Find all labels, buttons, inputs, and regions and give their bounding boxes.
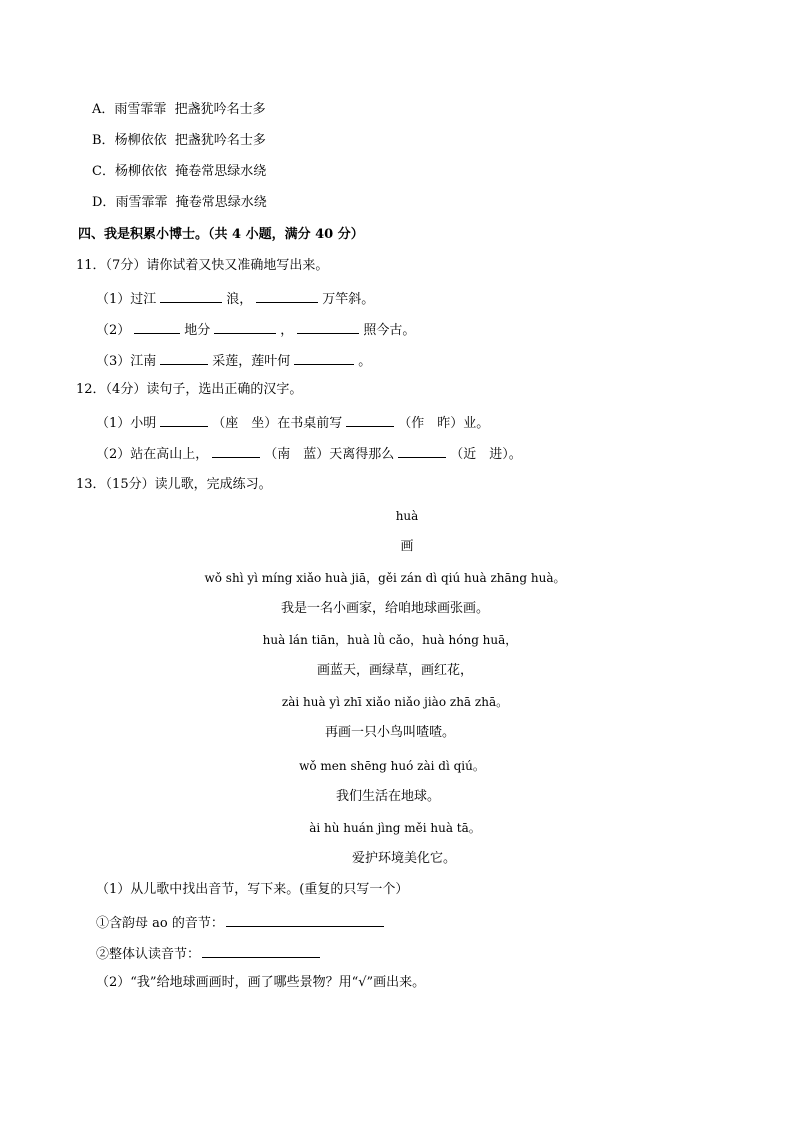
poem-pinyin-line: huà lán tiān，huà lǜ cǎo，huà hóng huā，	[262, 633, 518, 647]
poem-pinyin-line: ài hù huán jìng měi huà tā。	[309, 821, 481, 835]
poem-line: 再画一只小鸟叫喳喳。	[324, 725, 455, 740]
q12-text: （座 坐）在书桌前写	[212, 416, 343, 431]
q13-text: ②整体认读音节：	[96, 947, 201, 962]
q11-text: （1）过江	[96, 292, 157, 307]
q12-line-1	[96, 412, 489, 433]
option-text: 杨柳依依 把盏犹吟名士多	[114, 133, 266, 148]
q12-text: （2）站在高山上，	[96, 447, 209, 462]
q11-text: 地分	[184, 323, 211, 338]
q11-text: 采莲，莲叶何	[212, 354, 291, 369]
q13-text: ①含韵母 ao 的音节：	[96, 916, 224, 931]
q11-text: 万竿斜。	[322, 292, 375, 307]
poem-pinyin-line: zài huà yì zhī xiǎo niǎo jiào zhā zhā。	[281, 695, 509, 709]
question-13-stem: 13．（15分）读儿歌，完成练习。	[76, 477, 272, 492]
q13-sub-1a	[96, 912, 388, 933]
answer-blank[interactable]	[346, 412, 394, 427]
answer-blank[interactable]	[212, 443, 260, 458]
q13-sub-1b	[96, 943, 324, 964]
poem-line: 我们生活在地球。	[335, 789, 440, 804]
answer-blank[interactable]	[160, 288, 222, 303]
poem-title: 画	[400, 539, 414, 554]
poem-line: 画蓝天，画绿草，画红花，	[316, 663, 473, 678]
answer-blank[interactable]	[134, 319, 180, 334]
question-11-stem: 11．（7分）请你试着又快又准确地写出来。	[76, 258, 329, 273]
poem-pinyin-line: wǒ men shēng huó zài dì qiú。	[299, 759, 485, 773]
option-a	[92, 101, 266, 119]
answer-blank[interactable]	[160, 350, 208, 365]
answer-blank[interactable]	[202, 943, 320, 958]
poem-title-pinyin: huà	[395, 509, 419, 523]
q11-text: 浪，	[226, 292, 253, 307]
q12-text: （南 蓝）天离得那么	[264, 447, 395, 462]
q13-sub-1: （1）从儿歌中找出音节，写下来。(重复的只写一个）	[96, 882, 409, 897]
option-d	[92, 194, 267, 212]
q12-text: （近 进）。	[450, 447, 522, 462]
question-12-stem: 12．（4分）读句子，选出正确的汉字。	[76, 382, 303, 397]
q11-line-3	[96, 350, 371, 371]
q11-text: 。	[358, 354, 372, 369]
answer-blank[interactable]	[160, 412, 208, 427]
q12-text: （作 昨）业。	[398, 416, 490, 431]
q11-text: （2）	[96, 323, 131, 338]
option-c	[92, 163, 266, 181]
option-letter: C．	[92, 164, 115, 179]
option-b	[92, 132, 266, 150]
section-title: 四、我是积累小博士。（共 4 小题，满分 40 分）	[78, 227, 364, 242]
answer-blank[interactable]	[398, 443, 446, 458]
answer-blank[interactable]	[297, 319, 359, 334]
answer-blank[interactable]	[294, 350, 354, 365]
answer-blank[interactable]	[226, 912, 384, 927]
q12-line-2	[96, 443, 522, 464]
option-letter: B．	[92, 133, 115, 148]
option-text: 杨柳依依 掩卷常思绿水绕	[114, 164, 267, 179]
q11-text: （3）江南	[96, 354, 157, 369]
poem-pinyin-line: wǒ shì yì míng xiǎo huà jiā，gěi zán dì qiú huà zhāng huà。	[204, 571, 566, 585]
option-letter: A．	[92, 102, 115, 117]
q11-text: ，	[280, 323, 294, 338]
q11-line-2	[96, 319, 415, 340]
q12-text: （1）小明	[96, 416, 157, 431]
poem-line: 我是一名小画家，给咱地球画张画。	[280, 601, 489, 616]
option-letter: D．	[92, 195, 116, 210]
option-text: 雨雪霏霏 把盏犹吟名士多	[114, 102, 266, 117]
answer-blank[interactable]	[214, 319, 276, 334]
q11-line-1	[96, 288, 374, 309]
option-text: 雨雪霏霏 掩卷常思绿水绕	[115, 195, 267, 210]
q13-sub-2: （2）“我”给地球画画时，画了哪些景物？用“√”画出来。	[96, 975, 426, 990]
q11-text: 照今古。	[363, 323, 416, 338]
answer-blank[interactable]	[256, 288, 318, 303]
poem-line: 爱护环境美化它。	[351, 851, 456, 866]
